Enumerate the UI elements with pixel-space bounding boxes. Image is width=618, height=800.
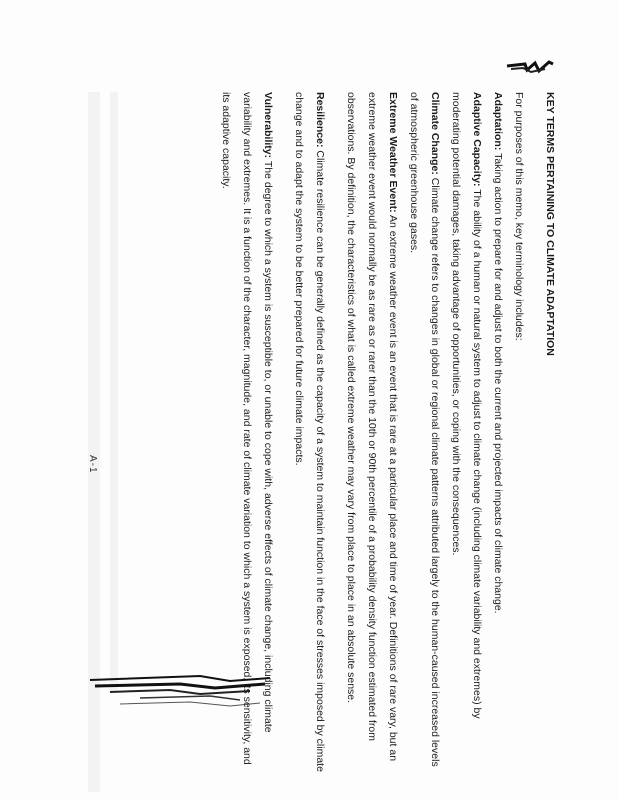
page-number: A-1 [87,455,98,474]
term-definition: Climate change refers to changes in global or regional climate patterns attributed largely to the human-caused increased levels of atmospheric greenhouse gases. [408,92,441,767]
term-entry [445,92,487,772]
term-definition: The ability of a human or natural system to adjust to climate change (including climate variability and extremes) by moderating potential damages, taking advantage of opportunities, or coping with the consequences. [450,92,483,719]
term-definition: An extreme weather event is an event that is rare at a particular place and time of year. Definitions of rare vary, but an extreme weather event would normally be as rare as or rarer than the 10th or 90th percentile of a probability density function estimated from observations. By definition, the characteristics of what is called extreme weather may vary from place to place in an absolute sense. [345,92,399,762]
memo-text-block [40,92,560,772]
intro-text: For purposes of this memo, key terminology includes: [513,92,525,341]
term-entry [487,92,508,772]
term-entry [215,92,278,772]
term-definition: Taking action to prepare for and adjust to both the current and projected impacts of climate change. [492,153,504,614]
term-name: Vulnerability: [262,92,274,159]
term-name: Resilience: [314,92,326,148]
scan-artifact-top [505,60,555,74]
term-entry [288,92,330,772]
term-name: Climate Change: [429,92,441,175]
term-name: Adaptive Capacity: [471,92,483,187]
term-name: Extreme Weather Event: [387,92,399,213]
term-definition: Climate resilience can be generally defined as the capacity of a system to maintain function in the face of stresses imposed by climate change and to adapt the system to be better prepared for future climate impacts. [293,92,326,772]
term-name: Adaptation: [492,92,504,151]
document-title: KEY TERMS PERTAINING TO CLIMATE ADAPTATION [544,92,556,356]
term-entry [403,92,445,772]
term-entry [340,92,403,772]
term-definition: The degree to which a system is susceptible to, or unable to cope with, adverse effects of climate change, including climate variability and extremes. It is a function of the character, magnitude, and rate of climate variation to which a system is exposed, its sensitivity, and its adaptive capacity. [220,92,274,765]
